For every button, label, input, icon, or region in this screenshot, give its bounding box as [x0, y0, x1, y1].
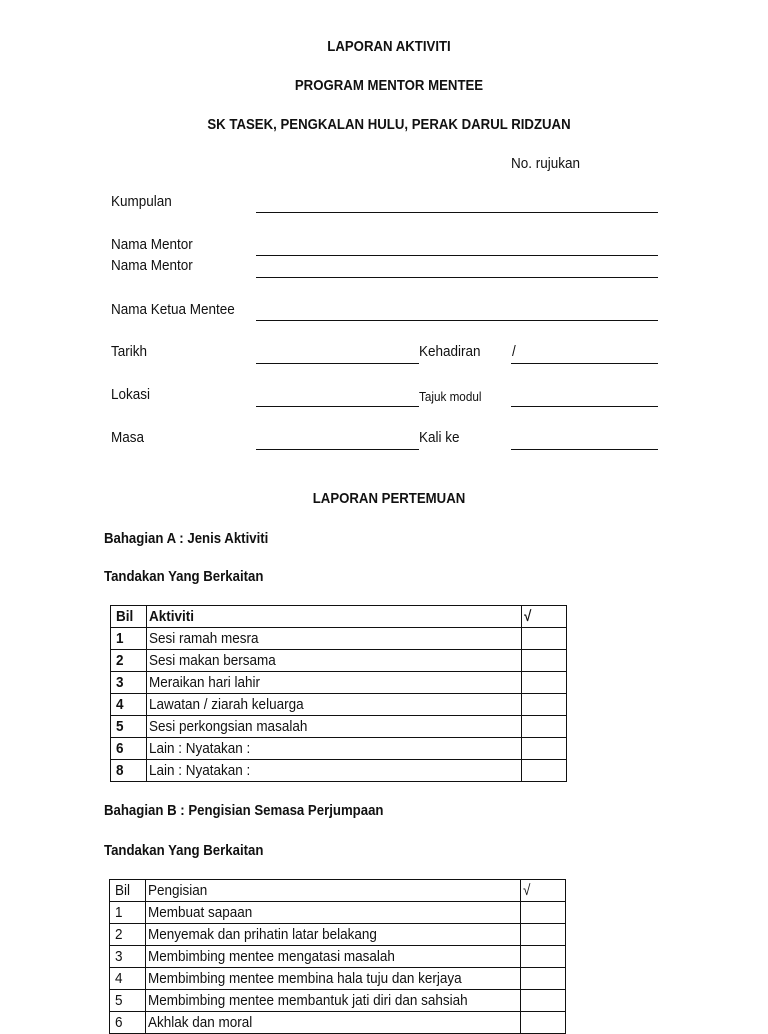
table-header-row — [111, 606, 567, 628]
tarikh-label: Tarikh — [111, 343, 148, 360]
program-title: PROGRAM MENTOR MENTEE — [294, 77, 484, 94]
table-row: 6 Lain : Nyatakan : — [111, 738, 567, 760]
header-pengisian: Pengisian — [146, 880, 521, 902]
masa-label: Masa — [111, 429, 145, 446]
kumpulan-field[interactable] — [256, 212, 658, 213]
check-cell[interactable] — [522, 716, 567, 738]
reference-label: No. rujukan — [511, 155, 581, 172]
mentor-field-2[interactable] — [256, 277, 658, 278]
table-row: 1 Membuat sapaan — [110, 902, 566, 924]
check-cell[interactable] — [522, 650, 567, 672]
tarikh-field[interactable] — [256, 363, 419, 364]
check-cell[interactable] — [521, 1012, 566, 1034]
kehadiran-field[interactable] — [511, 363, 658, 364]
check-cell[interactable] — [521, 968, 566, 990]
check-cell[interactable] — [522, 694, 567, 716]
section-b-title: Bahagian B : Pengisian Semasa Perjumpaan — [104, 802, 384, 819]
table-row: 2 Sesi makan bersama — [111, 650, 567, 672]
check-cell[interactable] — [521, 990, 566, 1012]
pengisian-table — [109, 879, 566, 1034]
activity-table — [110, 605, 567, 782]
masa-field[interactable] — [256, 449, 419, 450]
table-row: 2 Menyemak dan prihatin latar belakang — [110, 924, 566, 946]
school-title: SK TASEK, PENGKALAN HULU, PERAK DARUL RIDZUAN — [207, 116, 571, 133]
header-check: √ — [521, 880, 566, 902]
check-cell[interactable] — [521, 924, 566, 946]
header-aktiviti: Aktiviti — [147, 606, 522, 628]
mentor-label-1: Nama Mentor — [111, 236, 193, 253]
mentor-field-1[interactable] — [256, 255, 658, 256]
kumpulan-label: Kumpulan — [111, 193, 172, 210]
table-header-row — [110, 880, 566, 902]
section-a-instruction: Tandakan Yang Berkaitan — [104, 568, 264, 585]
lokasi-label: Lokasi — [111, 386, 151, 403]
pertemuan-title: LAPORAN PERTEMUAN — [312, 490, 466, 507]
table-row: 4 Lawatan / ziarah keluarga — [111, 694, 567, 716]
lokasi-field[interactable] — [256, 406, 419, 407]
kehadiran-separator: / — [512, 343, 516, 360]
table-row: 3 Meraikan hari lahir — [111, 672, 567, 694]
section-a-title: Bahagian A : Jenis Aktiviti — [104, 530, 269, 547]
ketua-mentee-label: Nama Ketua Mentee — [111, 301, 235, 318]
table-row: 5 Membimbing mentee membantuk jati diri dan sahsiah — [110, 990, 566, 1012]
kali-ke-label: Kali ke — [419, 429, 460, 446]
report-title: LAPORAN AKTIVITI — [327, 38, 451, 55]
table-row: 6 Akhlak dan moral — [110, 1012, 566, 1034]
check-cell[interactable] — [522, 628, 567, 650]
table-row: 5 Sesi perkongsian masalah — [111, 716, 567, 738]
ketua-mentee-field[interactable] — [256, 320, 658, 321]
table-row: 4 Membimbing mentee membina hala tuju dan kerjaya — [110, 968, 566, 990]
header-bil: Bil — [110, 880, 146, 902]
section-b-instruction: Tandakan Yang Berkaitan — [104, 842, 264, 859]
table-row: 8 Lain : Nyatakan : — [111, 760, 567, 782]
kehadiran-label: Kehadiran — [419, 343, 481, 360]
header-check: √ — [522, 606, 567, 628]
check-cell[interactable] — [521, 902, 566, 924]
header-bil: Bil — [111, 606, 147, 628]
tajuk-modul-label: Tajuk modul — [419, 389, 482, 404]
kali-ke-field[interactable] — [511, 449, 658, 450]
check-cell[interactable] — [522, 760, 567, 782]
tajuk-modul-field[interactable] — [511, 406, 658, 407]
check-cell[interactable] — [522, 738, 567, 760]
check-cell[interactable] — [522, 672, 567, 694]
table-row: 1 Sesi ramah mesra — [111, 628, 567, 650]
table-row: 3 Membimbing mentee mengatasi masalah — [110, 946, 566, 968]
mentor-label-2: Nama Mentor — [111, 257, 193, 274]
check-cell[interactable] — [521, 946, 566, 968]
